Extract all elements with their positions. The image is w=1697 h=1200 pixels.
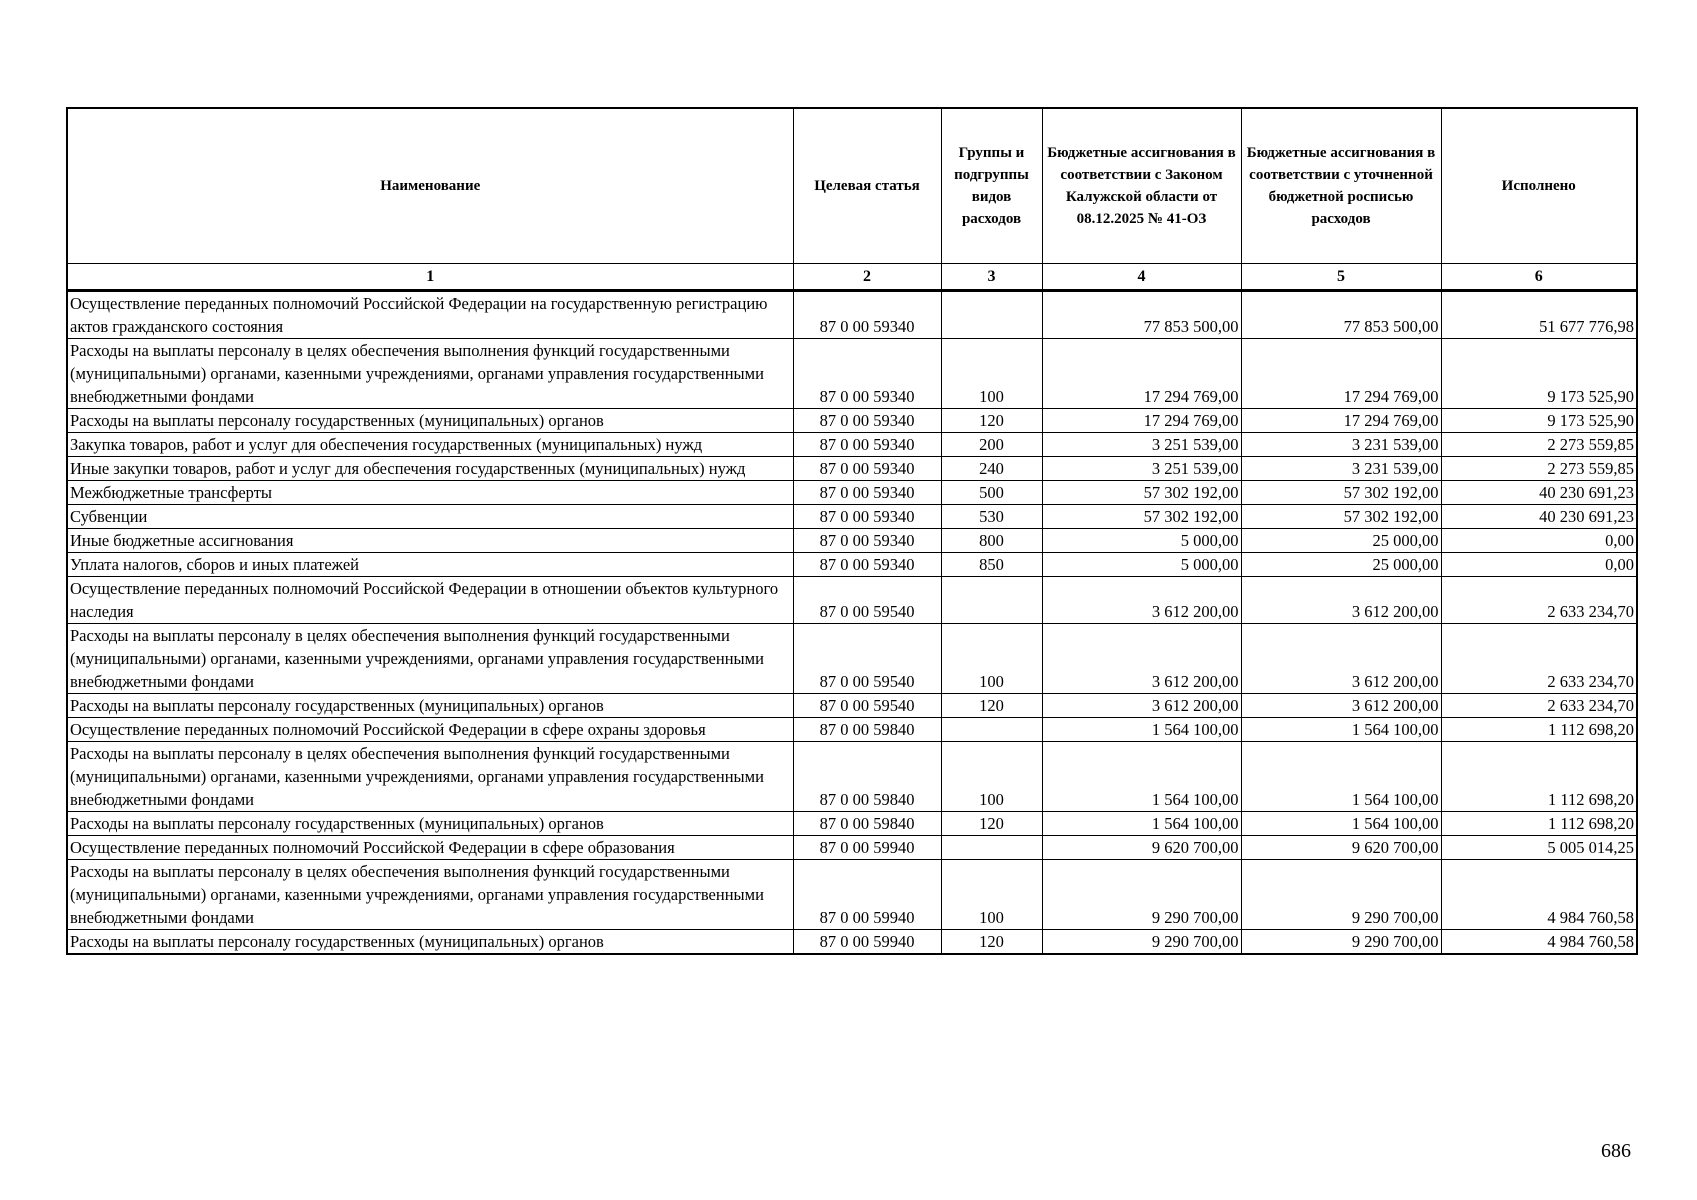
cell-refined-allocation: 17 294 769,00	[1241, 409, 1441, 433]
cell-expense-group	[941, 577, 1042, 624]
column-number: 6	[1441, 264, 1637, 291]
cell-expense-group: 120	[941, 694, 1042, 718]
cell-law-allocation: 1 564 100,00	[1042, 718, 1241, 742]
cell-name: Закупка товаров, работ и услуг для обеспечения государственных (муниципальных) нужд	[67, 433, 793, 457]
cell-law-allocation: 17 294 769,00	[1042, 339, 1241, 409]
table-row	[67, 433, 1637, 457]
cell-refined-allocation: 25 000,00	[1241, 553, 1441, 577]
cell-name: Расходы на выплаты персоналу в целях обеспечения выполнения функций государственными (муниципальными) органами, казенными учреждениями, органами управления государственными внебюджетными фондами	[67, 624, 793, 694]
cell-target-article: 87 0 00 59540	[793, 624, 941, 694]
cell-target-article: 87 0 00 59340	[793, 505, 941, 529]
cell-refined-allocation: 57 302 192,00	[1241, 505, 1441, 529]
cell-refined-allocation: 9 620 700,00	[1241, 836, 1441, 860]
cell-name: Расходы на выплаты персоналу государственных (муниципальных) органов	[67, 694, 793, 718]
cell-executed: 4 984 760,58	[1441, 860, 1637, 930]
cell-refined-allocation: 9 290 700,00	[1241, 930, 1441, 955]
cell-target-article: 87 0 00 59840	[793, 812, 941, 836]
cell-executed: 4 984 760,58	[1441, 930, 1637, 955]
cell-law-allocation: 9 290 700,00	[1042, 930, 1241, 955]
table-row	[67, 457, 1637, 481]
cell-target-article: 87 0 00 59940	[793, 930, 941, 955]
table-row	[67, 624, 1637, 694]
cell-target-article: 87 0 00 59340	[793, 481, 941, 505]
cell-executed: 1 112 698,20	[1441, 742, 1637, 812]
cell-executed: 2 633 234,70	[1441, 624, 1637, 694]
cell-law-allocation: 3 251 539,00	[1042, 457, 1241, 481]
cell-executed: 2 273 559,85	[1441, 433, 1637, 457]
table-row	[67, 812, 1637, 836]
column-number: 4	[1042, 264, 1241, 291]
cell-expense-group: 850	[941, 553, 1042, 577]
cell-law-allocation: 5 000,00	[1042, 553, 1241, 577]
cell-law-allocation: 1 564 100,00	[1042, 812, 1241, 836]
cell-executed: 1 112 698,20	[1441, 718, 1637, 742]
cell-executed: 5 005 014,25	[1441, 836, 1637, 860]
cell-refined-allocation: 17 294 769,00	[1241, 339, 1441, 409]
budget-table	[66, 107, 1638, 955]
cell-expense-group	[941, 836, 1042, 860]
table-row	[67, 930, 1637, 955]
cell-name: Осуществление переданных полномочий Российской Федерации в сфере охраны здоровья	[67, 718, 793, 742]
header-target-article: Целевая статья	[793, 108, 941, 264]
cell-law-allocation: 3 251 539,00	[1042, 433, 1241, 457]
cell-target-article: 87 0 00 59340	[793, 553, 941, 577]
cell-refined-allocation: 3 612 200,00	[1241, 577, 1441, 624]
cell-law-allocation: 5 000,00	[1042, 529, 1241, 553]
cell-target-article: 87 0 00 59340	[793, 291, 941, 339]
cell-executed: 0,00	[1441, 529, 1637, 553]
cell-executed: 1 112 698,20	[1441, 812, 1637, 836]
cell-law-allocation: 57 302 192,00	[1042, 481, 1241, 505]
cell-expense-group: 200	[941, 433, 1042, 457]
page-number: 686	[1601, 1140, 1631, 1162]
table-row	[67, 409, 1637, 433]
cell-law-allocation: 17 294 769,00	[1042, 409, 1241, 433]
cell-target-article: 87 0 00 59940	[793, 860, 941, 930]
cell-executed: 0,00	[1441, 553, 1637, 577]
cell-target-article: 87 0 00 59540	[793, 577, 941, 624]
cell-law-allocation: 3 612 200,00	[1042, 694, 1241, 718]
table-row	[67, 481, 1637, 505]
cell-target-article: 87 0 00 59340	[793, 409, 941, 433]
cell-name: Осуществление переданных полномочий Российской Федерации на государственную регистрацию актов гражданского состояния	[67, 291, 793, 339]
cell-target-article: 87 0 00 59840	[793, 742, 941, 812]
table-row	[67, 860, 1637, 930]
cell-refined-allocation: 3 612 200,00	[1241, 694, 1441, 718]
table-row	[67, 339, 1637, 409]
cell-executed: 9 173 525,90	[1441, 339, 1637, 409]
table-row	[67, 577, 1637, 624]
cell-target-article: 87 0 00 59540	[793, 694, 941, 718]
cell-target-article: 87 0 00 59840	[793, 718, 941, 742]
cell-refined-allocation: 9 290 700,00	[1241, 860, 1441, 930]
table-row	[67, 836, 1637, 860]
table-row	[67, 718, 1637, 742]
cell-target-article: 87 0 00 59340	[793, 529, 941, 553]
cell-executed: 51 677 776,98	[1441, 291, 1637, 339]
cell-expense-group: 100	[941, 742, 1042, 812]
cell-target-article: 87 0 00 59340	[793, 339, 941, 409]
cell-law-allocation: 57 302 192,00	[1042, 505, 1241, 529]
cell-name: Осуществление переданных полномочий Российской Федерации в сфере образования	[67, 836, 793, 860]
cell-expense-group: 120	[941, 930, 1042, 955]
header-executed: Исполнено	[1441, 108, 1637, 264]
cell-refined-allocation: 3 231 539,00	[1241, 457, 1441, 481]
cell-name: Межбюджетные трансферты	[67, 481, 793, 505]
cell-target-article: 87 0 00 59340	[793, 457, 941, 481]
cell-name: Иные бюджетные ассигнования	[67, 529, 793, 553]
cell-law-allocation: 1 564 100,00	[1042, 742, 1241, 812]
cell-target-article: 87 0 00 59940	[793, 836, 941, 860]
cell-law-allocation: 9 290 700,00	[1042, 860, 1241, 930]
cell-executed: 2 273 559,85	[1441, 457, 1637, 481]
cell-name: Расходы на выплаты персоналу государственных (муниципальных) органов	[67, 812, 793, 836]
cell-expense-group: 500	[941, 481, 1042, 505]
cell-name: Осуществление переданных полномочий Российской Федерации в отношении объектов культурного наследия	[67, 577, 793, 624]
table-row	[67, 505, 1637, 529]
cell-refined-allocation: 1 564 100,00	[1241, 718, 1441, 742]
cell-target-article: 87 0 00 59340	[793, 433, 941, 457]
cell-refined-allocation: 3 612 200,00	[1241, 624, 1441, 694]
cell-refined-allocation: 25 000,00	[1241, 529, 1441, 553]
column-number: 3	[941, 264, 1042, 291]
cell-law-allocation: 9 620 700,00	[1042, 836, 1241, 860]
cell-refined-allocation: 3 231 539,00	[1241, 433, 1441, 457]
cell-executed: 2 633 234,70	[1441, 577, 1637, 624]
cell-executed: 40 230 691,23	[1441, 481, 1637, 505]
cell-name: Иные закупки товаров, работ и услуг для обеспечения государственных (муниципальных) нужд	[67, 457, 793, 481]
cell-expense-group: 530	[941, 505, 1042, 529]
cell-name: Расходы на выплаты персоналу государственных (муниципальных) органов	[67, 930, 793, 955]
cell-refined-allocation: 57 302 192,00	[1241, 481, 1441, 505]
cell-expense-group: 100	[941, 860, 1042, 930]
header-expense-groups: Группы и подгруппы видов расходов	[941, 108, 1042, 264]
cell-law-allocation: 3 612 200,00	[1042, 624, 1241, 694]
header-row	[67, 108, 1637, 264]
cell-executed: 40 230 691,23	[1441, 505, 1637, 529]
column-number-row	[67, 264, 1637, 291]
cell-law-allocation: 77 853 500,00	[1042, 291, 1241, 339]
table-body	[67, 291, 1637, 955]
cell-expense-group	[941, 718, 1042, 742]
cell-expense-group: 120	[941, 409, 1042, 433]
column-number: 1	[67, 264, 793, 291]
cell-name: Расходы на выплаты персоналу в целях обеспечения выполнения функций государственными (муниципальными) органами, казенными учреждениями, органами управления государственными внебюджетными фондами	[67, 339, 793, 409]
column-number: 2	[793, 264, 941, 291]
cell-name: Расходы на выплаты персоналу в целях обеспечения выполнения функций государственными (муниципальными) органами, казенными учреждениями, органами управления государственными внебюджетными фондами	[67, 860, 793, 930]
table-row	[67, 742, 1637, 812]
cell-name: Расходы на выплаты персоналу государственных (муниципальных) органов	[67, 409, 793, 433]
table-row	[67, 529, 1637, 553]
cell-expense-group: 100	[941, 624, 1042, 694]
cell-law-allocation: 3 612 200,00	[1042, 577, 1241, 624]
cell-expense-group: 100	[941, 339, 1042, 409]
cell-expense-group: 240	[941, 457, 1042, 481]
header-law-allocations: Бюджетные ассигнования в соответствии с Законом Калужской области от 08.12.2025 № 41-ОЗ	[1042, 108, 1241, 264]
header-refined-allocations: Бюджетные ассигнования в соответствии с уточненной бюджетной росписью расходов	[1241, 108, 1441, 264]
cell-name: Субвенции	[67, 505, 793, 529]
header-name: Наименование	[67, 108, 793, 264]
cell-expense-group	[941, 291, 1042, 339]
cell-name: Расходы на выплаты персоналу в целях обеспечения выполнения функций государственными (муниципальными) органами, казенными учреждениями, органами управления государственными внебюджетными фондами	[67, 742, 793, 812]
table-row	[67, 694, 1637, 718]
table-row	[67, 291, 1637, 339]
cell-refined-allocation: 77 853 500,00	[1241, 291, 1441, 339]
cell-refined-allocation: 1 564 100,00	[1241, 742, 1441, 812]
column-number: 5	[1241, 264, 1441, 291]
cell-executed: 9 173 525,90	[1441, 409, 1637, 433]
cell-expense-group: 120	[941, 812, 1042, 836]
cell-expense-group: 800	[941, 529, 1042, 553]
table-row	[67, 553, 1637, 577]
cell-name: Уплата налогов, сборов и иных платежей	[67, 553, 793, 577]
cell-refined-allocation: 1 564 100,00	[1241, 812, 1441, 836]
cell-executed: 2 633 234,70	[1441, 694, 1637, 718]
